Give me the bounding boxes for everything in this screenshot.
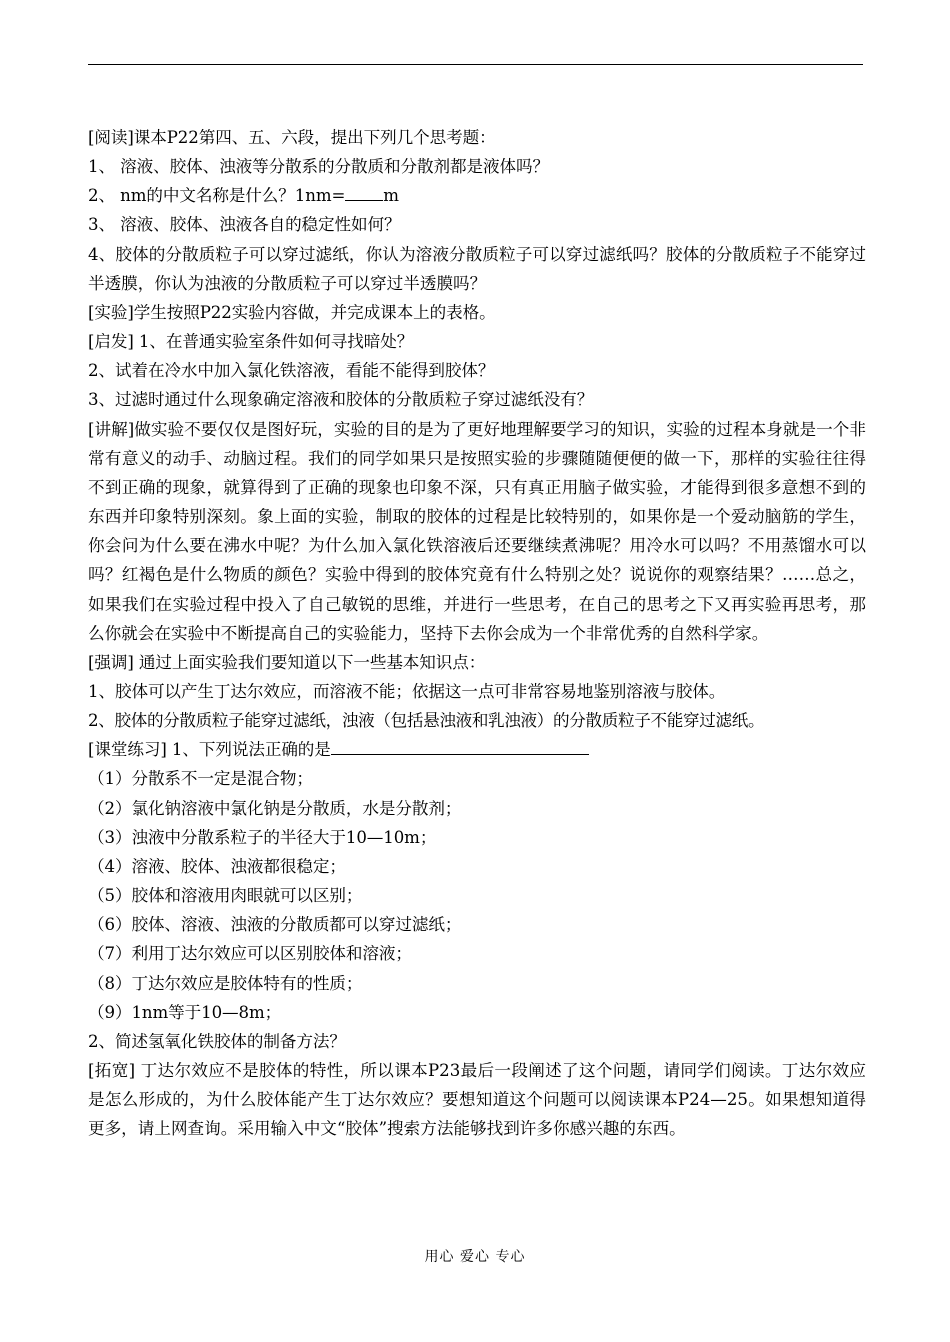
point-1: 1、胶体可以产生丁达尔效应，而溶液不能；依据这一点可非常容易地鉴别溶液与胶体。 [88,681,726,701]
option-item: （6）胶体、溶液、浊液的分散质都可以穿过滤纸； [88,915,462,935]
question-2 [88,181,866,210]
question-4: 4、胶体的分散质粒子可以穿过滤纸，你认为溶液分散质粒子可以穿过滤纸吗？胶体的分散质粒子不能穿过半透膜，你认为浊液的分散质粒子可以穿过半透膜吗？ [88,244,866,293]
option-item: （9）1nm等于10—8m； [88,1002,282,1022]
extension-paragraph: [拓宽] 丁达尔效应不是胶体的特性，所以课本P23最后一段阐述了这个问题，请同学们阅读。丁达尔效应是怎么形成的，为什么胶体能产生丁达尔效应？要想知道这个问题可以阅读课本P24—25。如果想知道得更多，请上网查询。采用输入中文“胶体”搜索方法能够找到许多你感兴趣的东西。 [88,1061,866,1139]
page-footer: 用心 爱心 专心 [424,1249,526,1265]
option-item: （1）分散系不一定是混合物； [88,769,313,789]
option-item: （8）丁达尔效应是胶体特有的性质； [88,973,363,993]
option-item: （4）溶液、胶体、浊液都很稳定； [88,856,346,876]
hint-2: 2、试着在冷水中加入氯化铁溶液，看能不能得到胶体？ [88,361,495,381]
document-body [88,123,866,1143]
option-item: （5）胶体和溶液用肉眼就可以区别； [88,886,363,906]
exercise-1 [88,735,866,764]
question-2-text: 2、 nm的中文名称是什么？1nm= [88,186,346,206]
exercise-1-text: [课堂练习] 1、下列说法正确的是 [88,740,331,760]
hint-1: [启发] 1、在普通实验室条件如何寻找暗处？ [88,332,414,352]
option-item: （7）利用丁达尔效应可以区别胶体和溶液； [88,944,412,964]
experiment-line: [实验]学生按照P22实验内容做，并完成课本上的表格。 [88,302,496,322]
answer-blank [331,737,589,755]
exercise-2: 2、简述氢氧化铁胶体的制备方法？ [88,1031,346,1051]
answer-blank [345,183,383,201]
header-rule [88,64,863,65]
question-1: 1、 溶液、胶体、浊液等分散系的分散质和分散剂都是液体吗？ [88,157,549,177]
explanation-paragraph: [讲解]做实验不要仅仅是图好玩，实验的目的是为了更好地理解要学习的知识，实验的过程本身就是一个非常有意义的动手、动脑过程。我们的同学如果只是按照实验的步骤随随便便的做一下，那样的实验往往得不到正确的现象，就算得到了正确的现象也印象不深，只有真正用脑子做实验，才能得到很多意想不到的东西并印象特别深刻。象上面的实验，制取的胶体的过程是比较特别的，如果你是一个爱动脑筋的学生，你会问为什么要在沸水中呢？为什么加入氯化铁溶液后还要继续煮沸呢？用冷水可以吗？不用蒸馏水可以吗？红褐色是什么物质的颜色？实验中得到的胶体究竟有什么特别之处？说说你的观察结果？……总之，如果我们在实验过程中投入了自己敏锐的思维，并进行一些思考，在自己的思考之下又再实验再思考，那么你就会在实验中不断提高自己的实验能力，坚持下去你会成为一个非常优秀的自然科学家。 [88,419,866,643]
emphasis-line: [强调] 通过上面实验我们要知道以下一些基本知识点： [88,652,486,672]
point-2: 2、胶体的分散质粒子能穿过滤纸，浊液（包括悬浊液和乳浊液）的分散质粒子不能穿过滤纸。 [88,711,765,731]
question-2-unit: m [383,186,399,206]
option-item: （3）浊液中分散系粒子的半径大于10—10m； [88,827,437,847]
option-item: （2）氯化钠溶液中氯化钠是分散质，水是分散剂； [88,798,462,818]
hint-3: 3、过滤时通过什么现象确定溶液和胶体的分散质粒子穿过滤纸没有？ [88,390,594,410]
reading-intro: [阅读]课本P22第四、五、六段，提出下列几个思考题： [88,128,496,147]
question-3: 3、 溶液、胶体、浊液各自的稳定性如何？ [88,215,401,235]
